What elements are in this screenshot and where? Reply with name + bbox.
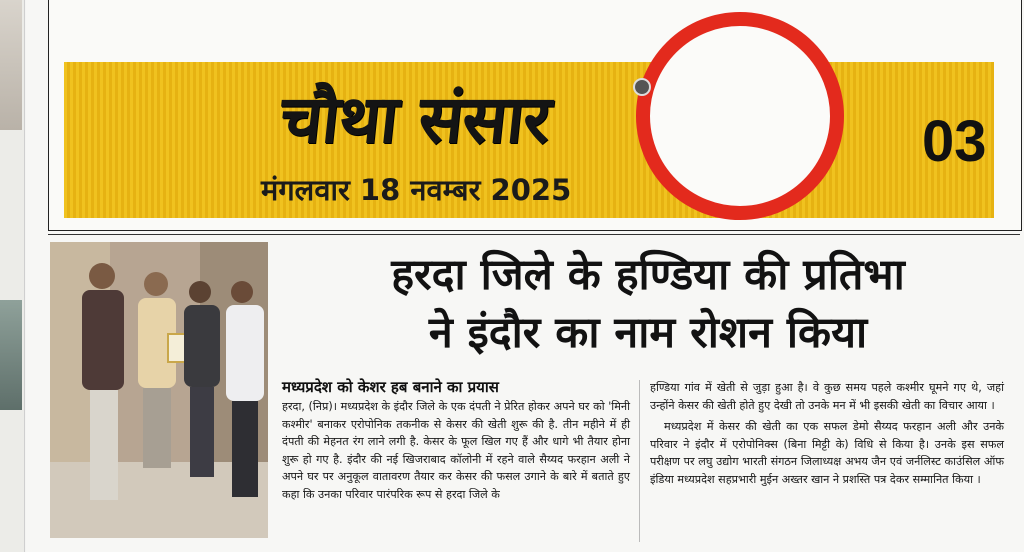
- headline-line: ने इंदौर का नाम रोशन किया: [428, 308, 868, 358]
- article-subheading: मध्यप्रदेश को केशर हब बनाने का प्रयास: [282, 378, 499, 396]
- article-column-1: हरदा, (निप्र)। मध्यप्रदेश के इंदौर जिले के एक दंपती ने प्रेरित होकर अपने घर को 'मिनी कश्मीर' बनाकर एरोपोनिक तकनीक से केसर की खेती शुरू की है. तीन महीने में ही दंपती की मेहनत रंग लाने लगी है. केसर के फूल खिल गए हैं और धागे भी तैयार होना शुरू हो गए है. इंदौर की नई खिजराबाद कॉलोनी में रहने वाले सैय्यद फरहान अली ने अपने घर पर अनुकूल वातावरण तैयार कर केसर की फसल उगाने के बारे में बताते हुए कहा कि उनका परिवार पारंपरिक रूप से हरदा जिले के: [282, 400, 630, 501]
- masthead-title: चौथा संसार: [276, 80, 554, 158]
- column-divider: [639, 380, 640, 542]
- headline-line: हरदा जिले के हण्डिया की प्रतिभा: [391, 250, 905, 300]
- article-paragraph: मध्यप्रदेश में केसर की खेती का एक सफल डेमो सैय्यद फरहान अली और उनके परिवार ने इंदौर में एरोपोनिक्स (बिना मिट्टी के) विधि से किया है। उनके इस सफल परीक्षण पर लघु उद्योग भारती संगठन जिलाध्यक्ष अभय जैन एवं जर्नलिस्ट काउंसिल ऑफ इंडिया मध्यप्रदेश सहप्रभारी मुईन अख्तर खान ने प्रशस्ति पत्र देकर सम्मानित किया ।: [650, 420, 1004, 486]
- issue-date: मंगलवार 18 नवम्बर 2025: [261, 173, 572, 207]
- page-number: 03: [922, 109, 987, 174]
- article-photo: [50, 242, 268, 538]
- masthead-divider: [48, 234, 1020, 235]
- article-paragraph: हण्डिया गांव में खेती से जुड़ा हुआ है। वे कुछ समय पहले कश्मीर घूमने गए थे, जहां उन्होंने केसर की खेती होते हुए देखी तो उनके मन में भी इसकी खेती का विचार आया ।: [650, 381, 1004, 412]
- masthead-logo-icon: [633, 78, 651, 96]
- article-column-2: [650, 379, 1004, 492]
- adjacent-page-strip: [0, 0, 25, 552]
- adjacent-page-photo: [0, 300, 22, 410]
- masthead-red-circle: [636, 12, 844, 220]
- adjacent-page-photo: [0, 0, 22, 130]
- article-headline: [288, 246, 1008, 362]
- newspaper-page: [26, 0, 1024, 552]
